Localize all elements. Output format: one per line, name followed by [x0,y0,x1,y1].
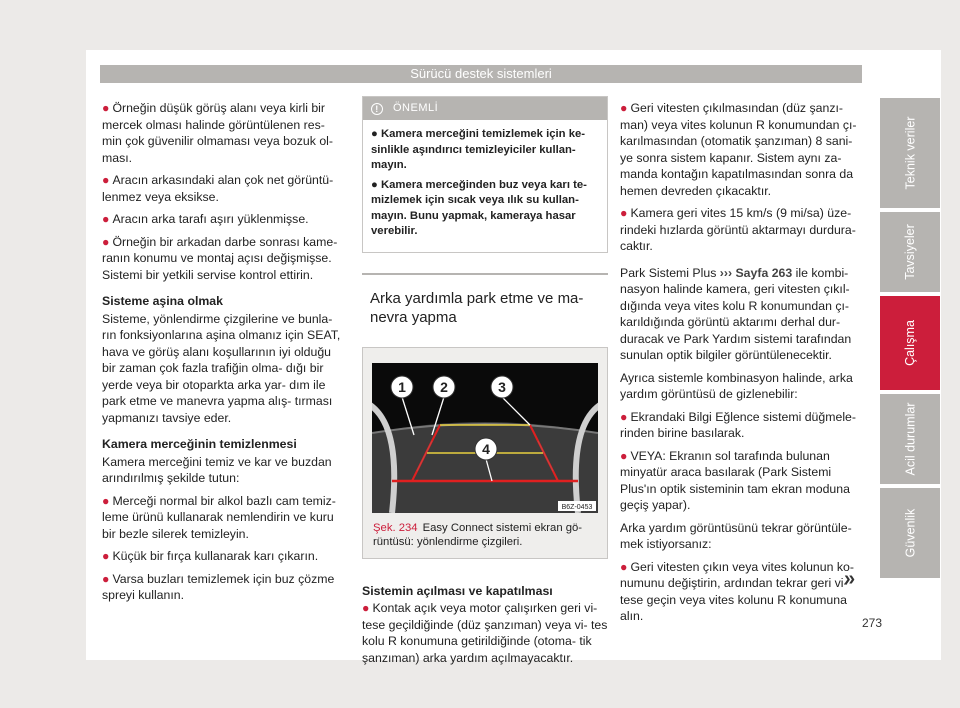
tab-calisma[interactable]: Çalışma [880,296,940,390]
important-note [362,96,608,253]
callout-1-label: 1 [398,378,406,395]
camera-screen-image [372,363,598,513]
list-item: ● Küçük bir fırça kullanarak karı çıkarın. [102,549,319,563]
subheading-lens-cleaning: Kamera merceğinin temizlenmesi [102,437,297,451]
list-item: ● Aracın arkasındaki alan çok net görüntü- lenmez veya eksikse. [102,173,334,204]
callout-2-label: 2 [440,378,448,395]
list-item: ● Aracın arka tarafı aşırı yüklenmişse. [102,212,309,226]
column-3 [620,100,864,631]
caption-number: Şek. 234 [373,521,418,534]
bullet-icon: ● [102,212,110,226]
bullet-icon: ● [362,601,370,615]
paragraph: Park Sistemi Plus ››› Sayfa 263 ile kombi- nasyon halinde kamera, geri vitesten çıkıl- dığında veya vites kolu R konumundan çı- karıldığında görüntü aktarımı derhal dur- duracak ve Park Yardım sistemi tarafından sunulan optik bilgiler görüntülenecektir. [620,265,852,362]
list-item: ● Örneğin düşük görüş alanı veya kirli bir mercek olması halinde görüntülenen res- min çok güvenilir olmaması veya bozuk ol- ması. [102,101,333,165]
paragraph: Sisteme, yönlendirme çizgilerine ve bunla- rın fonksiyonlarına aşina olmanız için SEAT, hava ve görüş alanı koşullarının iyi olduğu bir zaman çok fazla trafiğin olma- dığı bir yerde veya bir otoparkta arka yar- dım ile park etme ve manevra yapma alış- tırması yapmanızı tavsiye eder. [102,311,341,425]
list-item: ● Kamera merceğini temizlemek için ke- sinlikle aşındırıcı temizleyiciler kullan- mayın. [371,128,586,171]
section-title: Arka yardımla park etme ve ma- nevra yapma [370,289,584,326]
bullet-icon: ● [102,173,110,187]
bullet-icon: ● [620,448,628,463]
list-item: ● Ekrandaki Bilgi Eğlence sistemi düğmele- rinden birine basılarak. [620,409,856,440]
bullet-icon: ● [102,234,110,249]
list-item: ● VEYA: Ekranın sol tarafında bulunan minyatür araca basılarak (Park Sistemi Plus'ın optik sisteminin tam ekran moduna geçiş yapar). [620,448,850,512]
figure [362,347,608,559]
list-item: ● Örneğin bir arkadan darbe sonrası kame- ranın konumu ve montaj açısı değişmişse. Sistemi bir yetkili servise kontrol ettirin. [102,234,338,282]
note-header [363,97,607,120]
callout-3-label: 3 [498,378,506,395]
list-item: ● Kontak açık veya motor çalışırken geri vi- tese geçildiğinde (düz şanzıman) veya vi- tes kolu R konumuna getirildiğinde (otoma- tik şanzıman) arka yardım açılmayacaktır. [362,601,608,665]
list-item: ● Kamera merceğinden buz veya karı te- mizlemek için sıcak veya ılık su kullan- mayın. Bunu yapmak, kameraya hasar verebilir. [371,178,587,237]
bullet-icon: ● [102,101,110,115]
page-header: Sürücü destek sistemleri [100,65,862,83]
callout-4-label: 4 [482,440,490,457]
bullet-icon: ● [371,178,381,191]
bullet-icon: ● [620,559,628,574]
paragraph: Kamera merceğini temiz ve kar ve buzdan arındırılmış şekilde tutun: [102,454,332,485]
subheading-on-off: Sistemin açılması ve kapatılması [362,583,553,598]
figure-caption: Şek. 234 Easy Connect sistemi ekran gö- rüntüsü: yönlendirme çizgileri. [373,521,583,548]
page-link[interactable]: ››› Sayfa 263 [719,265,793,280]
section-divider [362,273,608,275]
page-number: 273 [862,616,883,630]
subheading-familiarize: Sisteme aşina olmak [102,294,223,308]
column-1 [102,100,347,610]
column-2 [362,96,608,672]
list-item: ● Merceği normal bir alkol bazlı cam temiz- leme ürünü kullanarak nemlendirin ve kuru bir bezle silerek temizleyin. [102,493,336,541]
bullet-icon: ● [620,409,628,424]
note-title: ÖNEMLİ [393,102,439,114]
continue-icon: » [844,568,856,590]
exclamation-icon: ! [371,103,383,115]
bullet-icon: ● [102,571,110,586]
paragraph: Arka yardım görüntüsünü tekrar görüntüle- mek istiyorsanız: [620,520,852,551]
list-item: ● Geri vitesten çıkılmasından (düz şanzı- man) veya vites kolunun R konumundan çı- karılmasından (otomatik şanzıman) 8 sani- ye sonra sistem kapanır. Sistem aynı za- manda kontağın kapatılmasından sonra da hemen devreden çıkacaktır. [620,101,857,198]
tab-tavsiyeler[interactable]: Tavsiyeler [880,212,940,292]
tab-acil-durumlar[interactable]: Acil durumlar [880,394,940,484]
bullet-icon: ● [371,128,381,140]
guidance-lines-illustration [372,363,598,513]
list-item: ● Geri vitesten çıkın veya vites kolunun ko- numunu değiştirin, ardından tekrar geri vi- tese geçin veya vites kolunu R konumuna alın. [620,559,854,623]
note-body [363,120,607,252]
tab-guvenlik[interactable]: Güvenlik [880,488,940,578]
list-item: ● Varsa buzları temizlemek için buz çözme spreyi kullanın. [102,571,335,602]
bullet-icon: ● [102,493,110,508]
paragraph: Ayrıca sistemle kombinasyon halinde, arka yardım görüntüsü de gizlenebilir: [620,370,853,401]
list-item: ● Kamera geri vites 15 km/s (9 mi/sa) üze- rindeki hızlarda görüntü aktarmayı durdura- caktır. [620,206,856,253]
figure-code: B6Z-0453 [561,503,593,511]
bullet-icon: ● [102,549,110,563]
bullet-icon: ● [620,206,628,220]
tab-teknik-veriler[interactable]: Teknik veriler [880,98,940,208]
bullet-icon: ● [620,101,628,115]
